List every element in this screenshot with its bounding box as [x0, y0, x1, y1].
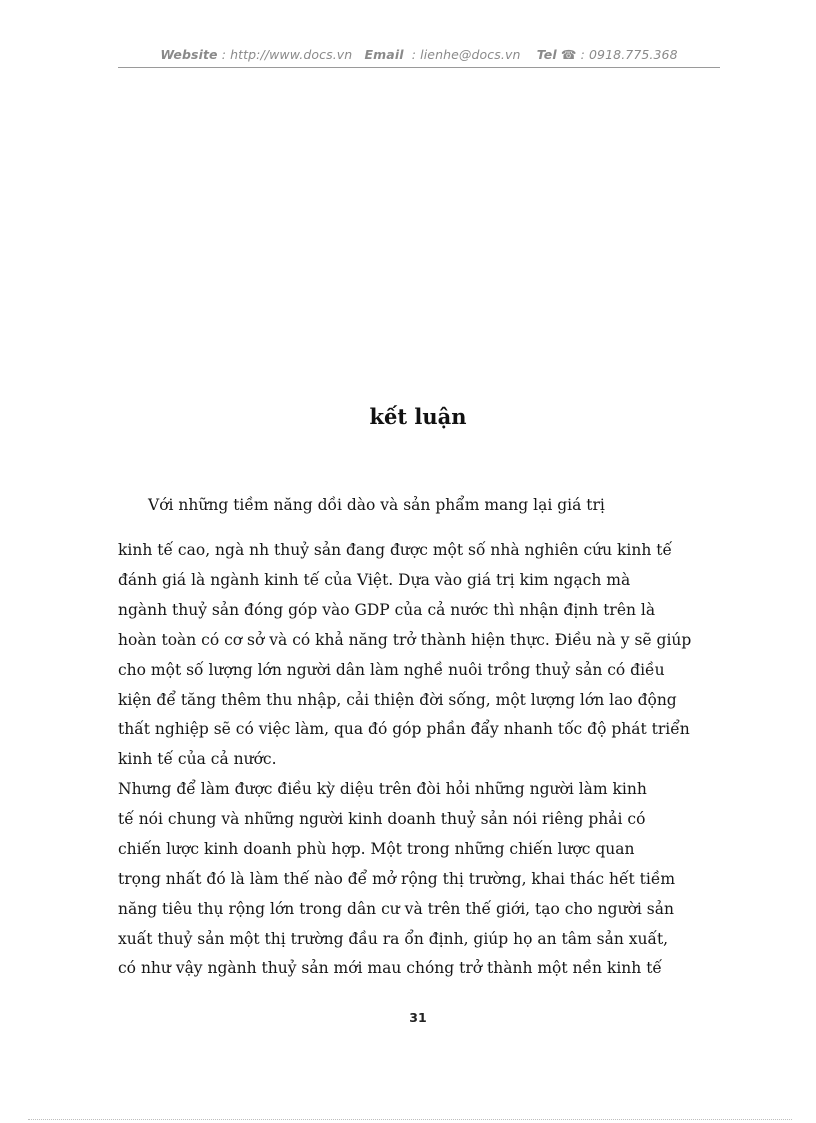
header-rule: [118, 67, 720, 68]
text-line: xuất thuỷ sản một thị trường đầu ra ổn định, giúp họ an tâm sản xuất,: [118, 930, 669, 948]
text-line: ngành thuỷ sản đóng góp vào GDP của cả nước thì nhận định trên là: [118, 601, 656, 619]
phone-icon: ☎: [560, 47, 577, 62]
text-line: trọng nhất đó là làm thế nào để mở rộng thị trường, khai thác hết tiềm: [118, 870, 676, 888]
text-line: kinh tế cao, ngà nh thuỷ sản đang được một số nhà nghiên cứu kinh tế: [118, 541, 673, 559]
text-line: chiến lược kinh doanh phù hợp. Một trong những chiến lược quan: [118, 840, 635, 858]
website-label: Website: [160, 47, 218, 62]
text-line: kinh tế của cả nước.: [118, 750, 277, 768]
section-title: kết luận: [369, 404, 467, 429]
text-line: hoàn toàn có cơ sở và có khả năng trở thành hiện thực. Điều nà y sẽ giúp: [118, 631, 692, 649]
email-label: Email: [364, 47, 404, 62]
tel-value: : 0918.775.368: [580, 47, 678, 62]
email-value: : lienhe@docs.vn: [411, 47, 521, 62]
footer-rule: [28, 1119, 792, 1120]
text-line: tế nói chung và những người kinh doanh thuỷ sản nói riêng phải có: [118, 810, 646, 828]
text-line: năng tiêu thụ rộng lớn trong dân cư và trên thế giới, tạo cho người sản: [118, 900, 674, 918]
text-line: Với những tiềm năng dồi dào và sản phẩm mang lại giá trị: [148, 496, 605, 514]
text-line: cho một số lượng lớn người dân làm nghề nuôi trồng thuỷ sản có điều: [118, 661, 665, 679]
text-line: thất nghiệp sẽ có việc làm, qua đó góp phần đẩy nhanh tốc độ phát triển: [118, 720, 690, 738]
text-line: có như vậy ngành thuỷ sản mới mau chóng trở thành một nền kinh tế: [118, 959, 662, 977]
text-line: kiện để tăng thêm thu nhập, cải thiện đời sống, một lượng lớn lao động: [118, 691, 677, 709]
page-header: [118, 47, 720, 62]
text-line: đánh giá là ngành kinh tế của Việt. Dựa vào giá trị kim ngạch mà: [118, 571, 631, 589]
page-number: 31: [409, 1010, 427, 1025]
website-value: : http://www.docs.vn: [221, 47, 353, 62]
text-line: Nhưng để làm được điều kỳ diệu trên đòi hỏi những người làm kinh: [118, 780, 647, 798]
tel-label: Tel: [536, 47, 557, 62]
